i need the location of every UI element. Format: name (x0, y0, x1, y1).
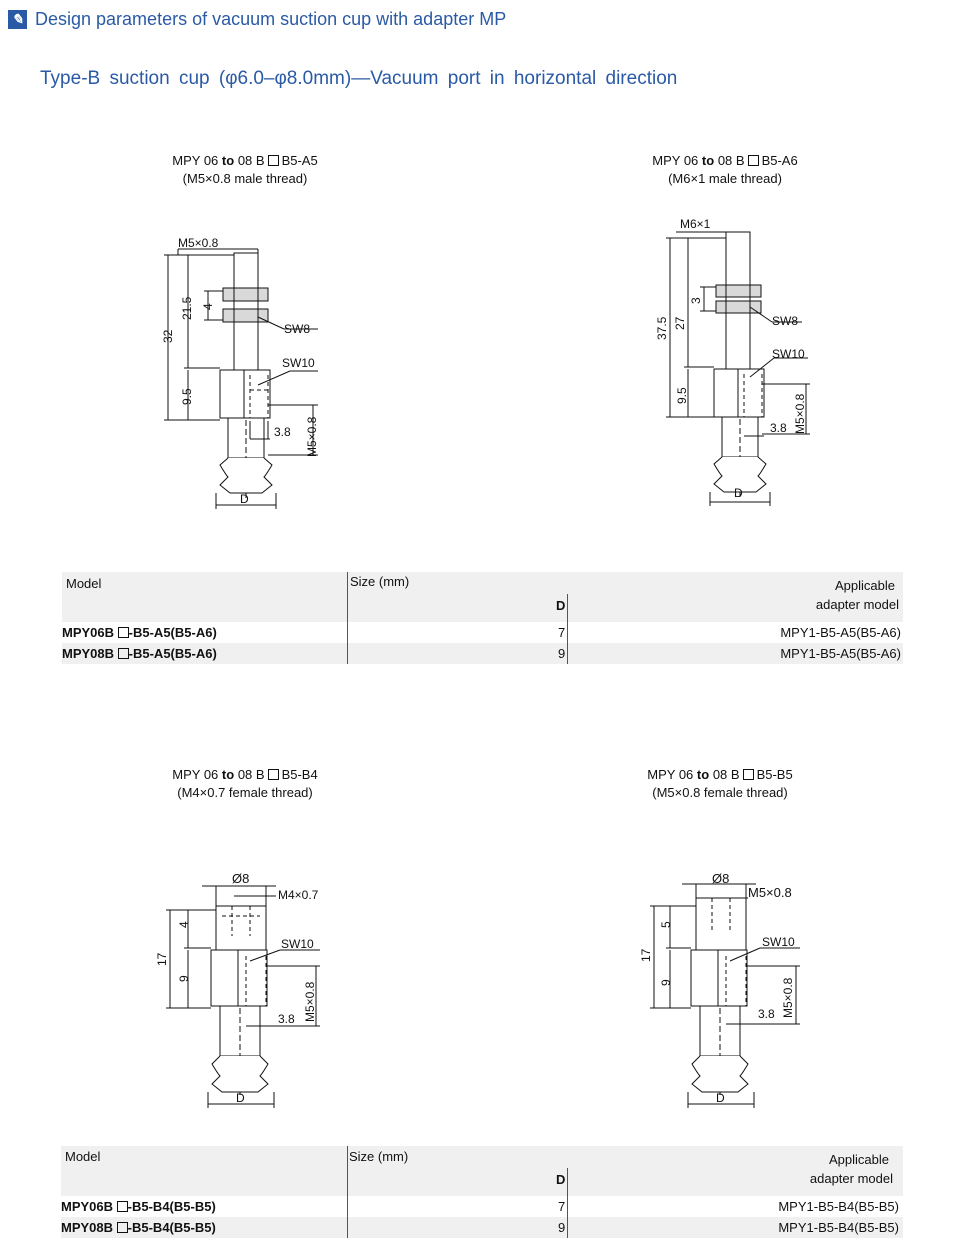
header-model: Model (65, 1149, 101, 1164)
model-table-male (62, 572, 903, 664)
label-sw-body: SW10 (762, 935, 795, 949)
dim-lower: 9.5 (180, 388, 194, 405)
placeholder-box-icon (268, 769, 279, 780)
dim-top-thread: M5×0.8 (178, 236, 219, 250)
dim-nut: 3 (689, 297, 703, 304)
dim-port-depth: 3.8 (278, 1012, 295, 1026)
page-subtitle: Type-B suction cup (φ6.0–φ8.0mm)—Vacuum port in horizontal direction (40, 68, 678, 89)
model-table-female (61, 1146, 903, 1238)
section-title-text: Design parameters of vacuum suction cup with adapter MP (35, 8, 507, 29)
dim-top-thread: M6×1 (680, 217, 711, 231)
label-sw-nut: SW8 (772, 314, 799, 328)
label-sw-nut: SW8 (284, 322, 311, 336)
dim-overall: 32 (161, 329, 175, 343)
dim-port-thread: M5×0.8 (793, 393, 807, 434)
drawing-caption-a6: MPY 06 to 08 B B5-A6 (M6×1 male thread) (652, 153, 798, 186)
dim-lower: 9 (177, 975, 191, 982)
pencil-icon: ✎ (8, 10, 27, 29)
dim-upper: 4 (177, 921, 191, 928)
dim-lower: 9 (659, 979, 673, 986)
placeholder-box-icon (748, 155, 759, 166)
header-model: Model (66, 576, 102, 591)
table-row: MPY06B -B5-B4(B5-B5) 7 MPY1-B5-B4(B5-B5) (61, 1196, 903, 1217)
dim-lower: 9.5 (675, 387, 689, 404)
drawing-caption-b4: MPY 06 to 08 B B5-B4 (M4×0.7 female thread) (172, 767, 318, 800)
section-title (8, 6, 506, 32)
table-header (62, 572, 903, 622)
table-row: MPY08B -B5-A5(B5-A6) 9 MPY1-B5-A5(B5-A6) (62, 643, 903, 664)
placeholder-box-icon (268, 155, 279, 166)
dim-port-thread: M5×0.8 (305, 416, 319, 457)
dim-upper: 21.5 (180, 296, 194, 320)
dim-diameter: D (734, 486, 743, 500)
table-row: MPY08B -B5-B4(B5-B5) 9 MPY1-B5-B4(B5-B5) (61, 1217, 903, 1238)
header-adapter-1: Applicable (835, 578, 895, 593)
header-d: D (556, 598, 566, 613)
dim-port-thread: M5×0.8 (303, 981, 317, 1022)
drawing-b4 (150, 866, 340, 1112)
header-size: Size (mm) (350, 574, 410, 589)
table-row: MPY06B -B5-A5(B5-A6) 7 MPY1-B5-A5(B5-A6) (62, 622, 903, 643)
dim-diameter: D (240, 492, 249, 506)
dim-diameter: D (716, 1091, 725, 1105)
dim-bore: Ø8 (712, 871, 730, 886)
drawing-b5 (630, 866, 820, 1112)
dim-overall: 17 (155, 952, 169, 966)
label-sw-body: SW10 (281, 937, 314, 951)
header-adapter-2: adapter model (809, 1171, 893, 1186)
header-d: D (556, 1172, 566, 1187)
dim-bore: Ø8 (232, 871, 250, 886)
dim-top-thread: M4×0.7 (278, 888, 319, 902)
dim-diameter: D (236, 1091, 245, 1105)
label-sw-body: SW10 (772, 347, 805, 361)
dim-top-thread: M5×0.8 (748, 885, 792, 900)
drawing-a6 (640, 212, 830, 512)
drawing-caption-b5: MPY 06 to 08 B B5-B5 (M5×0.8 female thread) (647, 767, 793, 800)
dim-upper: 5 (659, 921, 673, 928)
header-size: Size (mm) (349, 1149, 409, 1164)
label-sw-body: SW10 (282, 356, 315, 370)
placeholder-box-icon (743, 769, 754, 780)
header-adapter-2: adapter model (815, 597, 899, 612)
drawing-a5 (150, 225, 340, 515)
dim-overall: 17 (639, 948, 653, 962)
dim-nut: 4 (201, 303, 215, 310)
dim-port-depth: 3.8 (758, 1007, 775, 1021)
dim-port-thread: M5×0.8 (781, 977, 795, 1018)
dim-port-depth: 3.8 (274, 425, 291, 439)
dim-port-depth: 3.8 (770, 421, 787, 435)
dim-upper: 27 (673, 316, 687, 330)
table-header (61, 1146, 903, 1196)
header-adapter-1: Applicable (829, 1152, 889, 1167)
drawing-caption-a5: MPY 06 to 08 B B5-A5 (M5×0.8 male thread) (172, 153, 318, 186)
dim-overall: 37.5 (655, 316, 669, 340)
